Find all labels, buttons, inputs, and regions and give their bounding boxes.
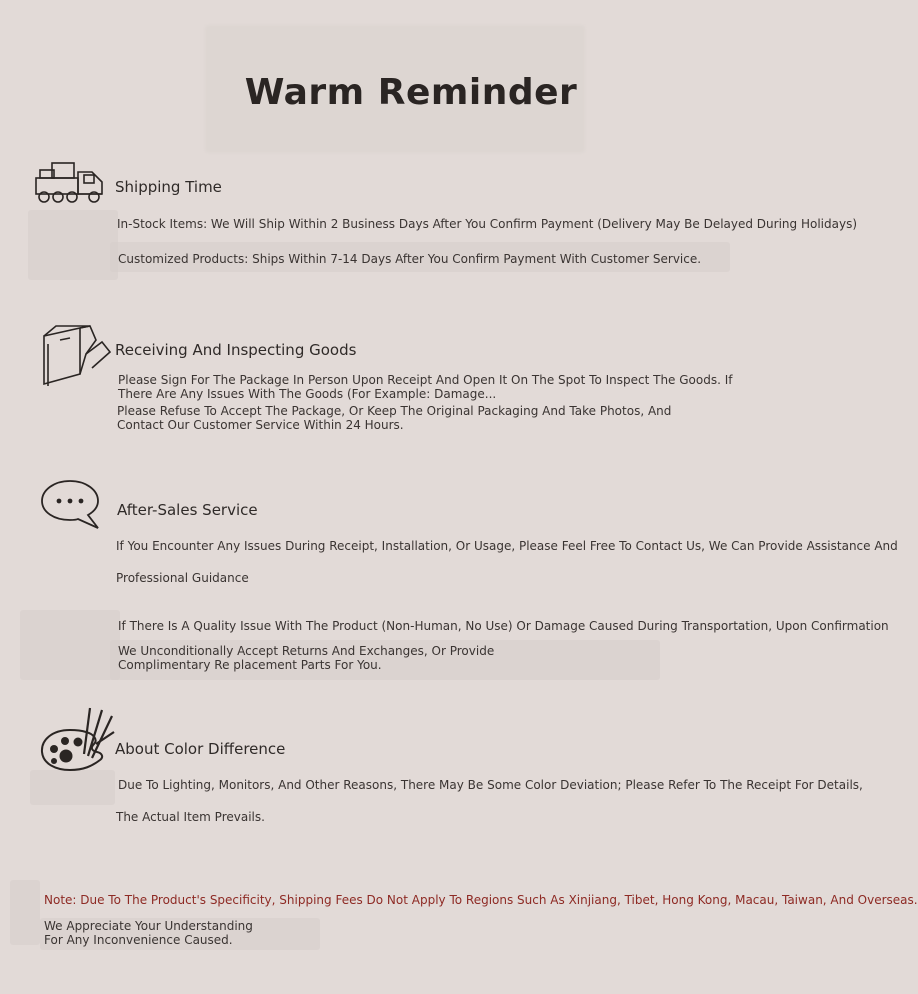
palette-icon <box>40 702 118 778</box>
decor-block <box>20 610 120 680</box>
decor-block <box>10 880 40 945</box>
page-title: Warm Reminder <box>244 72 578 113</box>
shipping-heading: Shipping Time <box>115 178 222 196</box>
color-heading: About Color Difference <box>115 740 286 758</box>
shipping-customized-text: Customized Products: Ships Within 7-14 Days After You Confirm Payment With Customer Service. <box>118 252 702 266</box>
aftersales-quality-text: If There Is A Quality Issue With The Product (Non-Human, No Use) Or Damage Caused During Transportation, Upon Confirmation <box>118 619 889 633</box>
receiving-inspect-text: Please Sign For The Package In Person Upon Receipt And Open It On The Spot To Inspect The Goods. If There Are Any Issues With The Goods (For Example: Damage... <box>118 373 733 401</box>
aftersales-guidance-text: Professional Guidance <box>116 571 249 585</box>
aftersales-returns-text: We Unconditionally Accept Returns And Exchanges, Or Provide Complimentary Re placement Parts For You. <box>118 644 495 672</box>
aftersales-heading: After-Sales Service <box>117 501 258 519</box>
thanks-text: We Appreciate Your Understanding For Any Inconvenience Caused. <box>44 919 253 947</box>
receiving-refuse-text: Please Refuse To Accept The Package, Or Keep The Original Packaging And Take Photos, And Contact Our Customer Service Within 24 Hours. <box>117 404 672 432</box>
color-deviation-text: Due To Lighting, Monitors, And Other Reasons, There May Be Some Color Deviation; Please Refer To The Receipt For Details, <box>118 778 863 792</box>
shipping-note: Note: Due To The Product's Specificity, Shipping Fees Do Not Apply To Regions Such As Xinjiang, Tibet, Hong Kong, Macau, Taiwan, And Overseas. <box>44 893 918 907</box>
color-prevails-text: The Actual Item Prevails. <box>116 810 265 824</box>
shipping-in-stock-text: In-Stock Items: We Will Ship Within 2 Business Days After You Confirm Payment (Delivery May Be Delayed During Holidays) <box>117 217 857 231</box>
aftersales-contact-text: If You Encounter Any Issues During Receipt, Installation, Or Usage, Please Feel Free To Contact Us, We Can Provide Assistance And <box>116 539 898 553</box>
receiving-heading: Receiving And Inspecting Goods <box>115 341 357 359</box>
truck-icon <box>34 160 106 210</box>
decor-block <box>28 210 118 280</box>
chat-bubble-icon <box>40 478 102 536</box>
box-icon <box>40 324 112 400</box>
